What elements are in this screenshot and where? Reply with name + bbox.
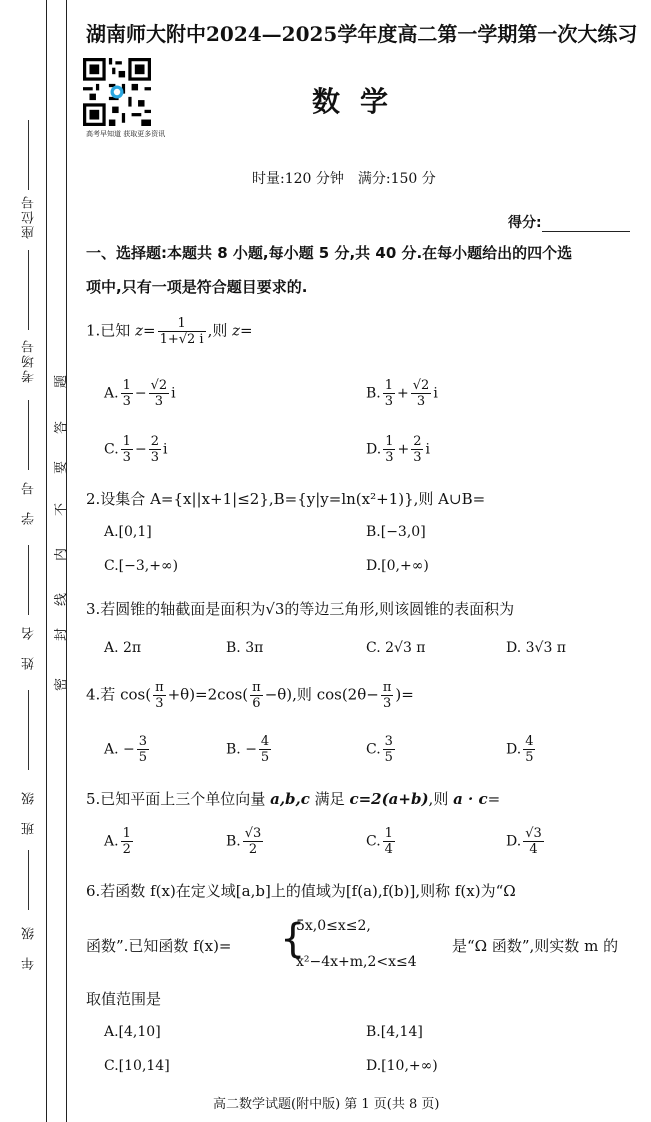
q1-var: z <box>135 321 143 340</box>
score-label: 得分: <box>508 215 542 231</box>
q3-option-c[interactable]: C. 2√3 π <box>366 640 426 656</box>
q6-option-d[interactable]: D.[10,+∞) <box>366 1058 438 1074</box>
q1-eq: = <box>143 321 156 340</box>
q4-option-d[interactable]: D. $\frac{4}{5}$ <box>506 734 534 765</box>
piecewise-brace: { <box>280 916 306 962</box>
section-header-line1: 一、选择题:本题共 8 小题,每小题 5 分,共 40 分.在每小题给出的四个选 <box>86 244 573 262</box>
q3-option-a[interactable]: A. 2π <box>104 640 142 656</box>
q5-option-c[interactable]: C. $\frac{1}{4}$ <box>366 826 393 857</box>
student-id-blank <box>28 400 29 470</box>
q4-option-a[interactable]: A. − $\frac{3}{5}$ <box>104 734 148 765</box>
q1-prefix: 1.已知 <box>86 321 136 340</box>
q1-fraction <box>158 316 206 347</box>
exam-title: 湖南师大附中2024—2025学年度高二第一学期第一次大练习 <box>86 22 638 46</box>
q6-option-b[interactable]: B.[4,14] <box>366 1024 423 1040</box>
q6-case-1: 5x,0≤x≤2, <box>296 918 371 934</box>
question-3: 3.若圆锥的轴截面是面积为√3的等边三角形,则该圆锥的表面积为 <box>86 600 515 618</box>
seal-char: 线 <box>54 592 70 607</box>
question-6-line2-suffix: 是“Ω 函数”,则实数 m 的 <box>452 937 619 955</box>
student-id-label: 学 号 <box>22 480 37 525</box>
q6-case-2: x²−4x+m,2<x≤4 <box>296 954 417 970</box>
q1-post: ,则 <box>207 321 233 340</box>
page-footer: 高二数学试题(附中版) 第 1 页(共 8 页) <box>213 1097 440 1112</box>
grade-label: 年 级 <box>22 925 37 970</box>
q1-option-c[interactable]: C. $\frac{1}{3}$ − $\frac{2}{3}$ i <box>104 434 168 465</box>
question-6-line1: 6.若函数 f(x)在定义域[a,b]上的值域为[f(a),f(b)],则称 f(x)为“Ω <box>86 882 516 900</box>
question-6-line2-prefix: 函数”.已知函数 f(x)= <box>86 937 232 955</box>
subject-title: 数学 <box>312 85 409 118</box>
q3-option-b[interactable]: B. 3π <box>226 640 264 656</box>
q2-option-a[interactable]: A.[0,1] <box>104 524 152 540</box>
score-field <box>508 212 630 232</box>
q4-option-b[interactable]: B. − $\frac{4}{5}$ <box>226 734 270 765</box>
q1-option-d[interactable]: D. $\frac{1}{3}$ + $\frac{2}{3}$ i <box>366 434 430 465</box>
q1-denominator: 1+√2 i <box>159 332 204 347</box>
grade-blank <box>28 850 29 910</box>
exam-room-label: 考场号 <box>22 338 37 383</box>
exam-room-blank <box>28 250 29 330</box>
question-4: 4.若 cos( $\frac{\pi}{3}$ +θ)=2cos( $\frac{\pi}{6}$ −θ),则 cos(2θ− $\frac{\pi}{3}$ )= <box>86 680 414 711</box>
q5-option-d[interactable]: D. $\frac{√3}{4}$ <box>506 826 542 857</box>
q5-option-b[interactable]: B. $\frac{√3}{2}$ <box>226 826 262 857</box>
question-2: 2.设集合 A={x||x+1|≤2},B={y|y=ln(x²+1)},则 A∪B= <box>86 490 486 508</box>
q6-option-c[interactable]: C.[10,14] <box>104 1058 170 1074</box>
seat-number-blank <box>28 120 29 190</box>
qr-code-icon[interactable] <box>83 58 151 126</box>
q1-option-a[interactable]: A. $\frac{1}{3}$ − $\frac{√2}{3}$ i <box>104 378 176 409</box>
name-label: 姓 名 <box>22 625 37 670</box>
seal-char: 不 <box>54 502 70 517</box>
class-blank <box>28 690 29 770</box>
section-header-line2: 项中,只有一项是符合题目要求的. <box>86 278 308 296</box>
q2-option-d[interactable]: D.[0,+∞) <box>366 558 429 574</box>
seal-char: 密 <box>54 677 70 692</box>
seat-number-label: 座位号 <box>22 194 37 239</box>
seal-char: 题 <box>54 374 70 389</box>
time-score-info: 时量:120 分钟 满分:150 分 <box>252 171 436 187</box>
question-1 <box>86 316 253 347</box>
class-label: 班 级 <box>22 790 37 835</box>
q1-eq2: = <box>240 321 253 340</box>
q1-option-b[interactable]: B. $\frac{1}{3}$ + $\frac{√2}{3}$ i <box>366 378 438 409</box>
q2-option-b[interactable]: B.[−3,0] <box>366 524 426 540</box>
seal-char: 要 <box>54 460 70 475</box>
q2-option-c[interactable]: C.[−3,+∞) <box>104 558 179 574</box>
binding-line-outer <box>46 0 47 1122</box>
seal-char: 内 <box>54 547 70 562</box>
seal-char: 封 <box>54 627 70 642</box>
question-5: 5.已知平面上三个单位向量 a,b,c 满足 c=2(a+b),则 a · c= <box>86 790 501 808</box>
q1-var2: z <box>232 321 241 340</box>
q5-option-a[interactable]: A. $\frac{1}{2}$ <box>104 826 131 857</box>
q6-option-a[interactable]: A.[4,10] <box>104 1024 161 1040</box>
score-blank <box>542 217 630 232</box>
question-6-line3: 取值范围是 <box>86 990 162 1008</box>
q4-option-c[interactable]: C. $\frac{3}{5}$ <box>366 734 393 765</box>
seal-char: 答 <box>54 420 70 435</box>
q1-numerator: 1 <box>158 316 206 332</box>
qr-caption: 高考早知道 获取更多资讯 <box>86 130 166 138</box>
q3-option-d[interactable]: D. 3√3 π <box>506 640 567 656</box>
name-blank <box>28 545 29 615</box>
